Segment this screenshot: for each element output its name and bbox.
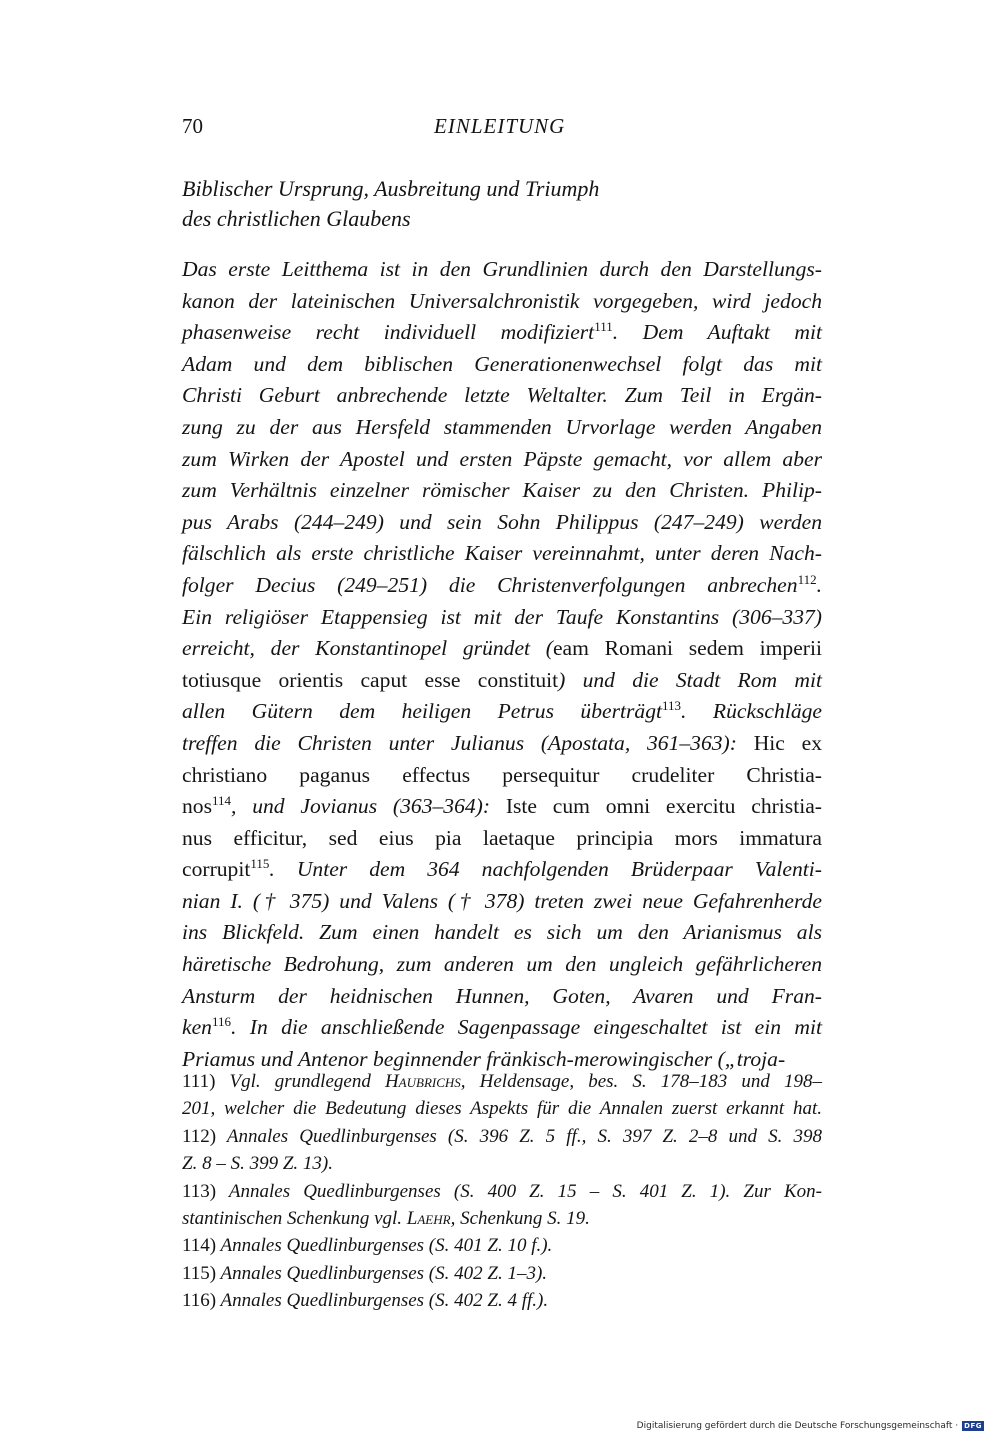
footnote-115 bbox=[182, 1260, 822, 1287]
text-line bbox=[182, 1012, 822, 1044]
text-line: nian I. († 375) und Valens († 378) treten zwei neue Gefahrenherde bbox=[182, 888, 822, 913]
section-title-line: Biblischer Ursprung, Ausbreitung und Triumph bbox=[182, 176, 600, 201]
latin-quote: Iste cum omni exercitu christia- bbox=[490, 794, 822, 819]
footnote-number: 115) bbox=[182, 1262, 217, 1284]
section-title bbox=[182, 174, 822, 234]
text-line: Ein religiöser Etappensieg ist mit der Taufe Konstantins (306–337) bbox=[182, 604, 822, 629]
text-line: nus efficitur, sed eius pia laetaque principia mors immatura bbox=[182, 825, 822, 850]
text-segment: . Rückschläge bbox=[681, 699, 822, 724]
text-segment: . Dem Auftakt mit bbox=[612, 320, 823, 345]
text-line bbox=[182, 317, 822, 349]
latin-quote: Hic ex bbox=[736, 730, 823, 755]
text-segment: ken bbox=[182, 1015, 212, 1040]
text-line: Das erste Leitthema ist in den Grundlinien durch den Darstellungs- bbox=[182, 257, 822, 281]
footnote-text: stantinischen Schenkung vgl. bbox=[182, 1207, 407, 1229]
footnote-112 bbox=[182, 1123, 822, 1150]
footnote-ref[interactable]: 113 bbox=[662, 698, 682, 714]
author-name: Laehr bbox=[406, 1207, 451, 1229]
latin-quote: eam Romani sedem imperii bbox=[552, 636, 822, 661]
text-line: Adam und dem biblischen Generationenwechsel folgt das mit bbox=[182, 351, 822, 376]
footnote-number: 113) bbox=[182, 1180, 217, 1202]
footnote-ref[interactable]: 114 bbox=[212, 793, 232, 809]
text-line: Ansturm der heidnischen Hunnen, Goten, Avaren und Fran- bbox=[182, 983, 822, 1008]
footnote-text: , Schenkung S. 19. bbox=[450, 1207, 590, 1229]
footnote-111-cont: 201, welcher die Bedeutung dieses Aspekts für die Annalen zuerst erkannt hat. bbox=[182, 1098, 822, 1120]
footnote-text: Annales Quedlinburgenses (S. 402 Z. 4 ff.). bbox=[216, 1290, 549, 1312]
footnote-114 bbox=[182, 1232, 822, 1259]
text-segment: allen Gütern dem heiligen Petrus überträgt bbox=[182, 699, 663, 724]
text-line: kanon der lateinischen Universalchronistik vorgegeben, wird jedoch bbox=[182, 288, 822, 313]
text-line bbox=[182, 854, 822, 886]
footnote-ref[interactable]: 115 bbox=[250, 856, 270, 872]
footnote-number: 116) bbox=[182, 1290, 217, 1312]
text-line: pus Arabs (244–249) und sein Sohn Philippus (247–249) werden bbox=[182, 509, 822, 534]
running-head: EINLEITUNG bbox=[434, 114, 566, 138]
text-line bbox=[182, 696, 822, 728]
digitization-credit bbox=[637, 1421, 984, 1431]
footnote-number: 112) bbox=[182, 1125, 217, 1147]
footnote-112-cont: Z. 8 – S. 399 Z. 13). bbox=[182, 1153, 333, 1175]
text-line bbox=[182, 570, 822, 602]
text-segment: . In die anschließende Sagenpassage eingeschaltet ist ein mit bbox=[231, 1015, 822, 1040]
author-name: Haubrichs bbox=[384, 1071, 461, 1092]
text-line bbox=[182, 665, 822, 697]
footnote-ref[interactable]: 116 bbox=[211, 1014, 231, 1030]
text-line: ins Blickfeld. Zum einen handelt es sich um den Arianismus als bbox=[182, 920, 822, 945]
footnote-ref[interactable]: 111 bbox=[594, 319, 613, 335]
text-line bbox=[182, 791, 822, 823]
footnote-116 bbox=[182, 1287, 822, 1314]
footnote-ref[interactable]: 112 bbox=[797, 571, 817, 587]
footnote-text: , Heldensage, bes. S. 178–183 und 198– bbox=[460, 1071, 822, 1092]
text-line bbox=[182, 633, 822, 665]
text-line: fälschlich als erste christliche Kaiser vereinnahmt, unter deren Nach- bbox=[182, 541, 822, 566]
page-number: 70 bbox=[182, 114, 203, 138]
body-text bbox=[182, 254, 822, 1075]
footnote-text: Annales Quedlinburgenses (S. 400 Z. 15 – S. 401 Z. 1). Zur Kon- bbox=[216, 1180, 822, 1202]
text-segment: . Unter dem 364 nachfolgenden Brüderpaar Valenti- bbox=[269, 857, 822, 882]
latin-quote: corrupit bbox=[182, 857, 251, 882]
text-line: häretische Bedrohung, zum anderen um den ungleich gefährlicheren bbox=[182, 952, 822, 977]
footnote-113-cont bbox=[182, 1205, 822, 1232]
text-segment: , und Jovianus (363–364): bbox=[231, 794, 491, 819]
footnote-number: 114) bbox=[182, 1235, 217, 1257]
footnote-text: Annales Quedlinburgenses (S. 401 Z. 10 f.). bbox=[216, 1235, 553, 1257]
footnote-113 bbox=[182, 1178, 822, 1205]
text-line: Christi Geburt anbrechende letzte Weltalter. Zum Teil in Ergän- bbox=[182, 383, 822, 408]
text-line: zung zu der aus Hersfeld stammenden Urvorlage werden Angaben bbox=[182, 414, 822, 439]
text-line: christiano paganus effectus persequitur crudeliter Christia- bbox=[182, 762, 822, 787]
section-title-line: des christlichen Glaubens bbox=[182, 206, 411, 231]
text-line: zum Verhältnis einzelner römischer Kaiser zu den Christen. Philip- bbox=[182, 478, 822, 503]
text-line: zum Wirken der Apostel und ersten Päpste gemacht, vor allem aber bbox=[182, 446, 822, 471]
footnote-text: Annales Quedlinburgenses (S. 402 Z. 1–3). bbox=[216, 1262, 548, 1284]
text-segment: treffen die Christen unter Julianus (Apostata, 361–363): bbox=[182, 730, 737, 755]
text-line bbox=[182, 728, 822, 760]
credit-text: Digitalisierung gefördert durch die Deutsche Forschungsgemeinschaft · bbox=[636, 1421, 959, 1431]
footnote-text: Annales Quedlinburgenses (S. 396 Z. 5 ff., S. 397 Z. 2–8 und S. 398 bbox=[216, 1125, 822, 1147]
dfg-logo-icon: DFG bbox=[964, 1422, 982, 1430]
text-segment: erreicht, der Konstantinopel gründet ( bbox=[182, 636, 553, 661]
text-segment: ) und die Stadt Rom mit bbox=[558, 667, 822, 692]
latin-quote: nos bbox=[182, 794, 212, 819]
text-line: Priamus und Antenor beginnender fränkisch-merowingischer („troja- bbox=[182, 1046, 786, 1071]
text-segment: folger Decius (249–251) die Christenverfolgungen anbrechen bbox=[182, 572, 798, 597]
text-segment: . bbox=[816, 572, 822, 597]
latin-quote: totiusque orientis caput esse constituit bbox=[182, 667, 559, 692]
footnote-111 bbox=[182, 1068, 822, 1095]
footnotes bbox=[182, 1068, 822, 1315]
footnote-number: 111) bbox=[182, 1071, 216, 1092]
footnote-text: Vgl. grundlegend bbox=[215, 1071, 385, 1092]
text-segment: phasenweise recht individuell modifiziert bbox=[182, 320, 595, 345]
